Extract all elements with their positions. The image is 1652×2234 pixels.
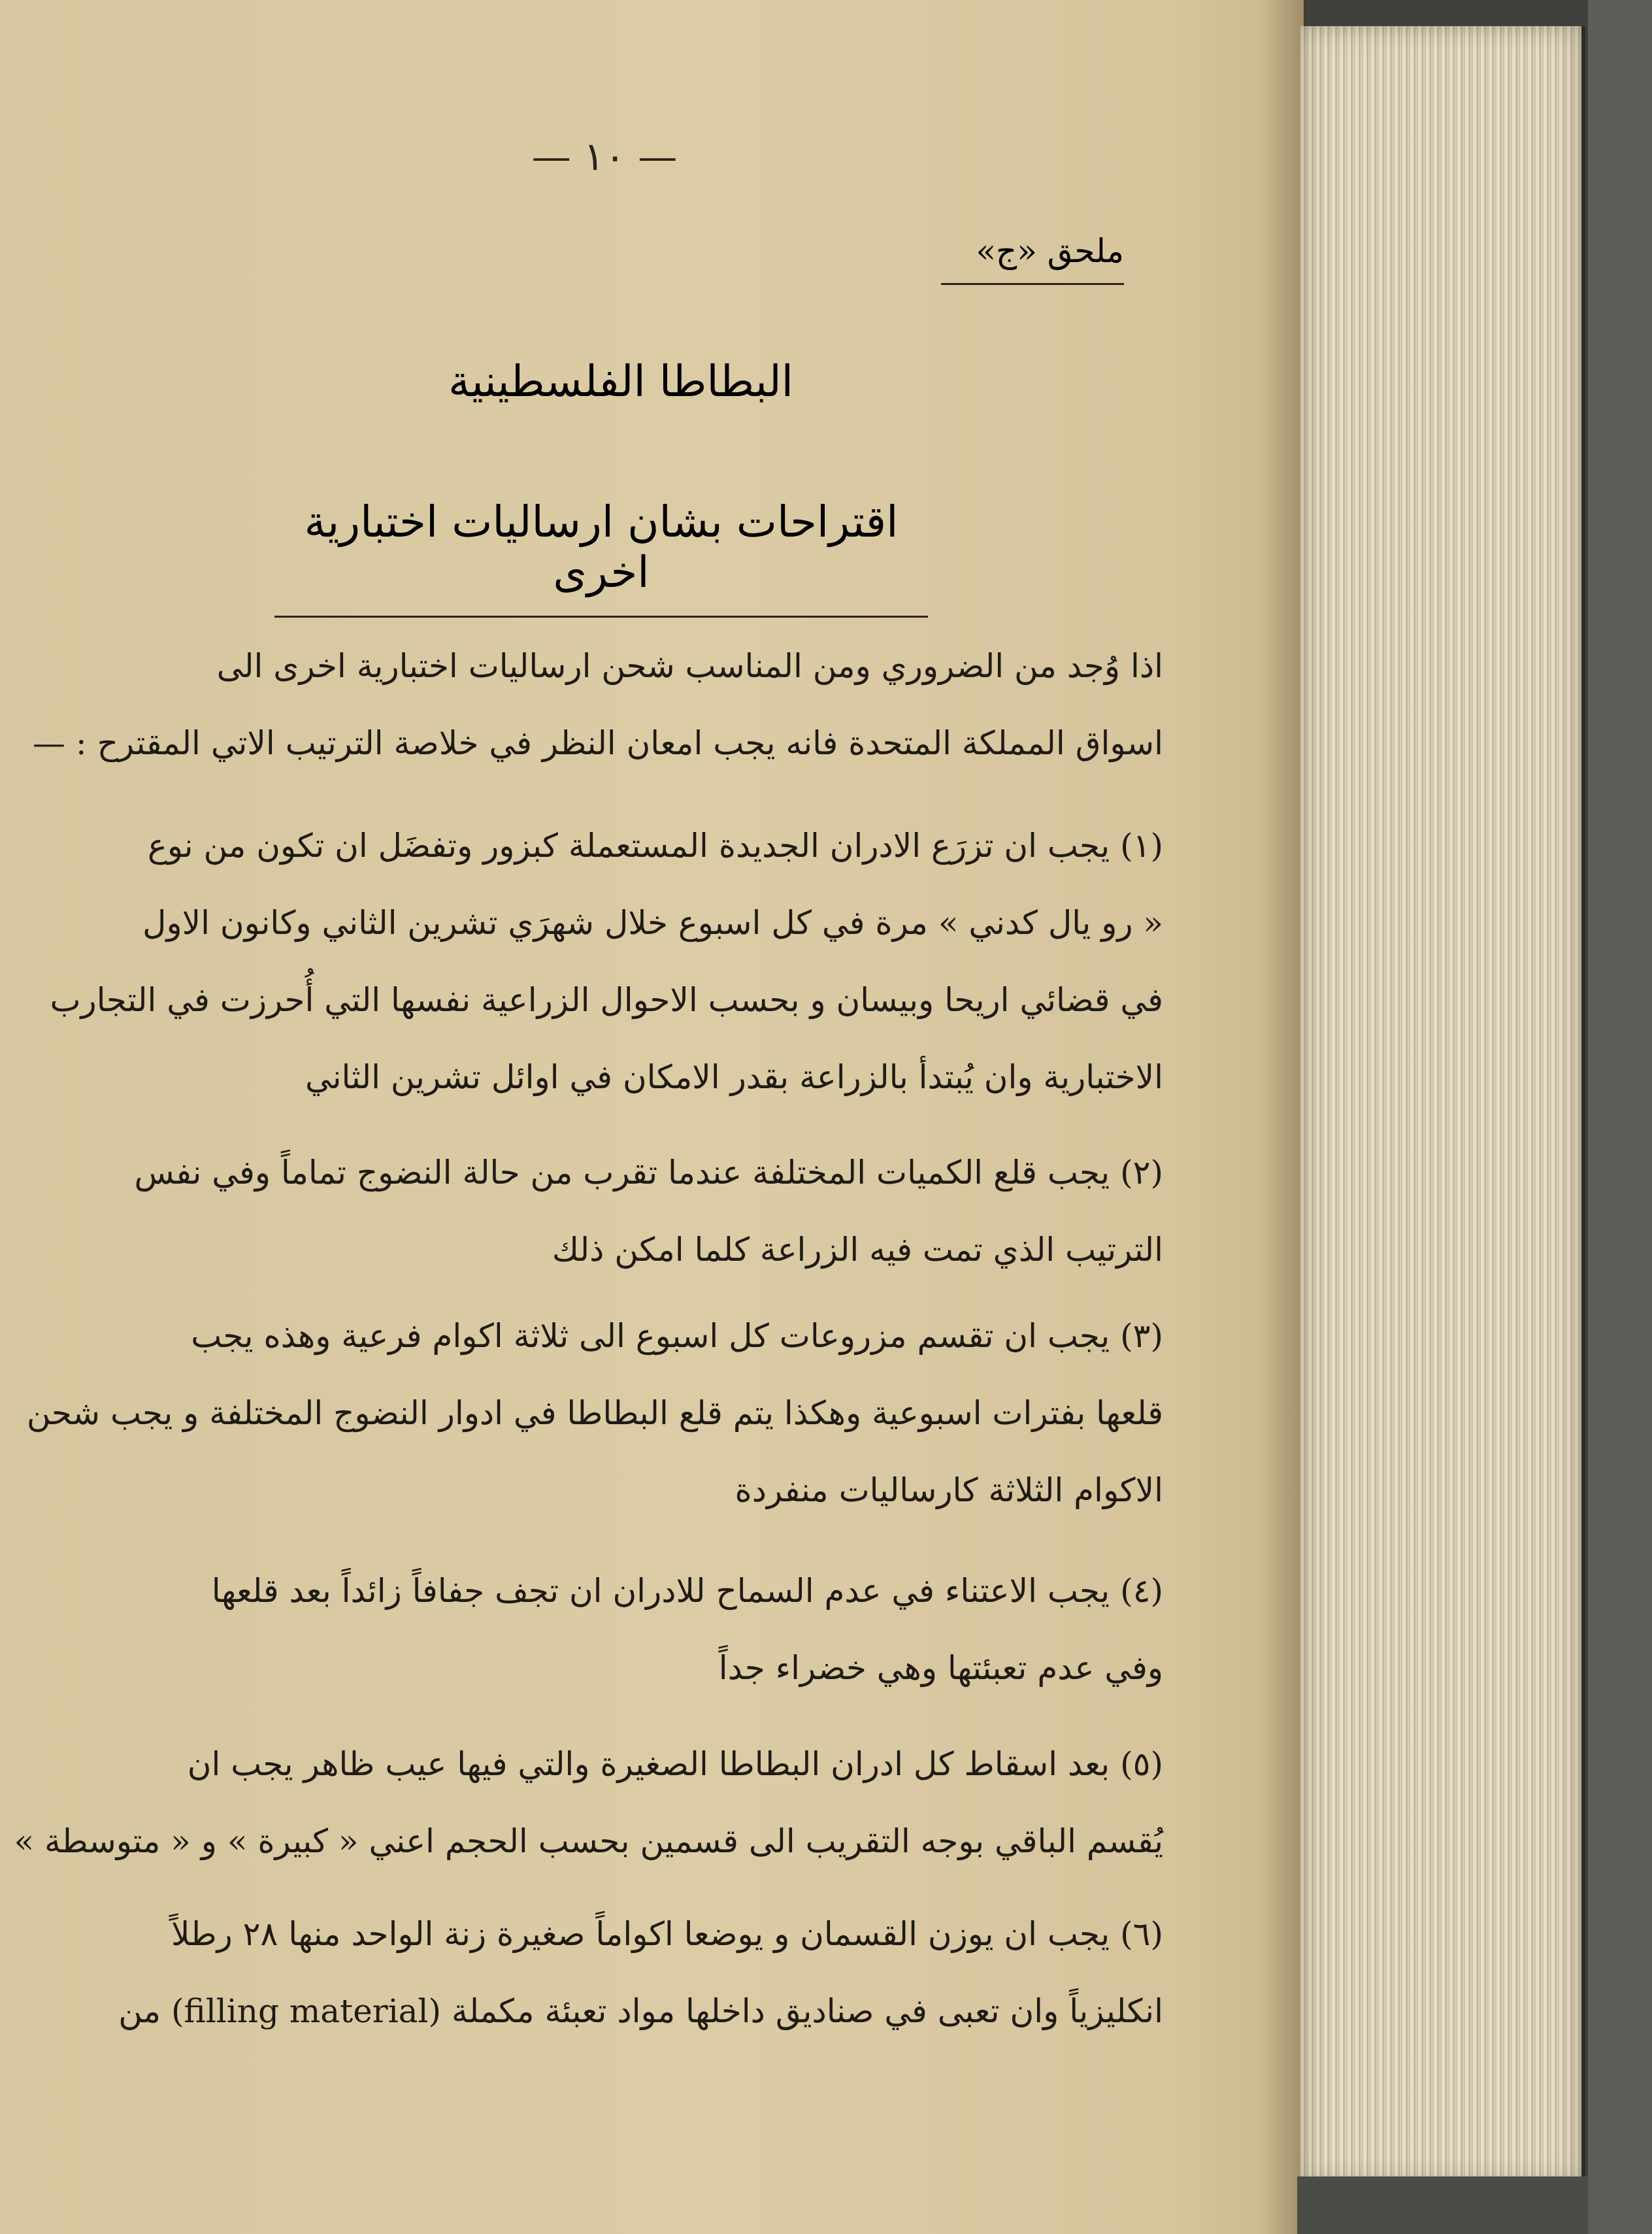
- item-1-line: (١) يجب ان تزرَع الادران الجديدة المستعملة كبزور وتفضَل ان تكون من نوع: [148, 827, 1163, 865]
- item-2-line: (٢) يجب قلع الكميات المختلفة عندما تقرب من حالة النضوج تماماً وفي نفس: [134, 1154, 1163, 1192]
- intro-line: اسواق المملكة المتحدة فانه يجب امعان النظر في خلاصة الترتيب الاتي المقترح : —: [33, 724, 1163, 762]
- page-subtitle: اقتراحات بشان ارساليات اختبارية اخرى: [274, 497, 928, 618]
- item-2: [39, 1134, 1163, 1288]
- item-5-line: يُقسم الباقي بوجه التقريب الى قسمين بحسب الحجم اعني « كبيرة » و « متوسطة »: [14, 1822, 1163, 1860]
- page-edges: [1300, 26, 1585, 2183]
- item-4: [39, 1552, 1163, 1707]
- item-3-line: (٣) يجب ان تقسم مزروعات كل اسبوع الى ثلاثة اكوام فرعية وهذه يجب: [191, 1317, 1163, 1355]
- item-3-line: قلعها بفترات اسبوعية وهكذا يتم قلع البطاطا في ادوار النضوج المختلفة و يجب شحن: [26, 1394, 1163, 1432]
- item-3: [26, 1297, 1163, 1529]
- item-4-line: وفي عدم تعبئتها وهي خضراء جداً: [718, 1649, 1163, 1687]
- item-3-line: الاكوام الثلاثة كارساليات منفردة: [735, 1471, 1163, 1509]
- appendix-label: ملحق «ج»: [941, 232, 1124, 285]
- item-6-line: (٦) يجب ان يوزن القسمان و يوضعا اكواماً صغيرة زنة الواحد منها ٢٨ رطلاً: [171, 1915, 1163, 1953]
- item-4-line: (٤) يجب الاعتناء في عدم السماح للادران ان تجف جفافاً زائداً بعد قلعها: [211, 1572, 1163, 1610]
- item-5: [14, 1726, 1163, 1880]
- item-2-line: الترتيب الذي تمت فيه الزراعة كلما امكن ذلك: [552, 1231, 1163, 1269]
- item-5-line: (٥) بعد اسقاط كل ادران البطاطا الصغيرة والتي فيها عيب ظاهر يجب ان: [187, 1745, 1163, 1783]
- item-1: [39, 807, 1163, 1116]
- item-6-line: انكليزياً وان تعبى في صناديق داخلها مواد تعبئة مكملة (filling material) من: [118, 1992, 1163, 2030]
- book-cover: [1588, 0, 1652, 2234]
- item-1-line: « رو يال كدني » مرة في كل اسبوع خلال شهرَي تشرين الثاني وكانون الاول: [142, 904, 1163, 942]
- intro-paragraph: [33, 627, 1163, 782]
- page-number: — ١٠ —: [531, 134, 678, 180]
- item-6: [39, 1895, 1163, 2050]
- item-1-line: الاختبارية وان يُبتدأ بالزراعة بقدر الامكان في اوائل تشرين الثاني: [305, 1058, 1163, 1096]
- page-title: البطاطا الفلسطينية: [448, 356, 794, 407]
- intro-line: اذا وُجد من الضروري ومن المناسب شحن ارساليات اختبارية اخرى الى: [216, 647, 1163, 685]
- book-bottom: [1297, 2176, 1588, 2234]
- item-1-line: في قضائي اريحا وبيسان و بحسب الاحوال الزراعية نفسها التي أُحرزت في التجارب: [50, 981, 1163, 1019]
